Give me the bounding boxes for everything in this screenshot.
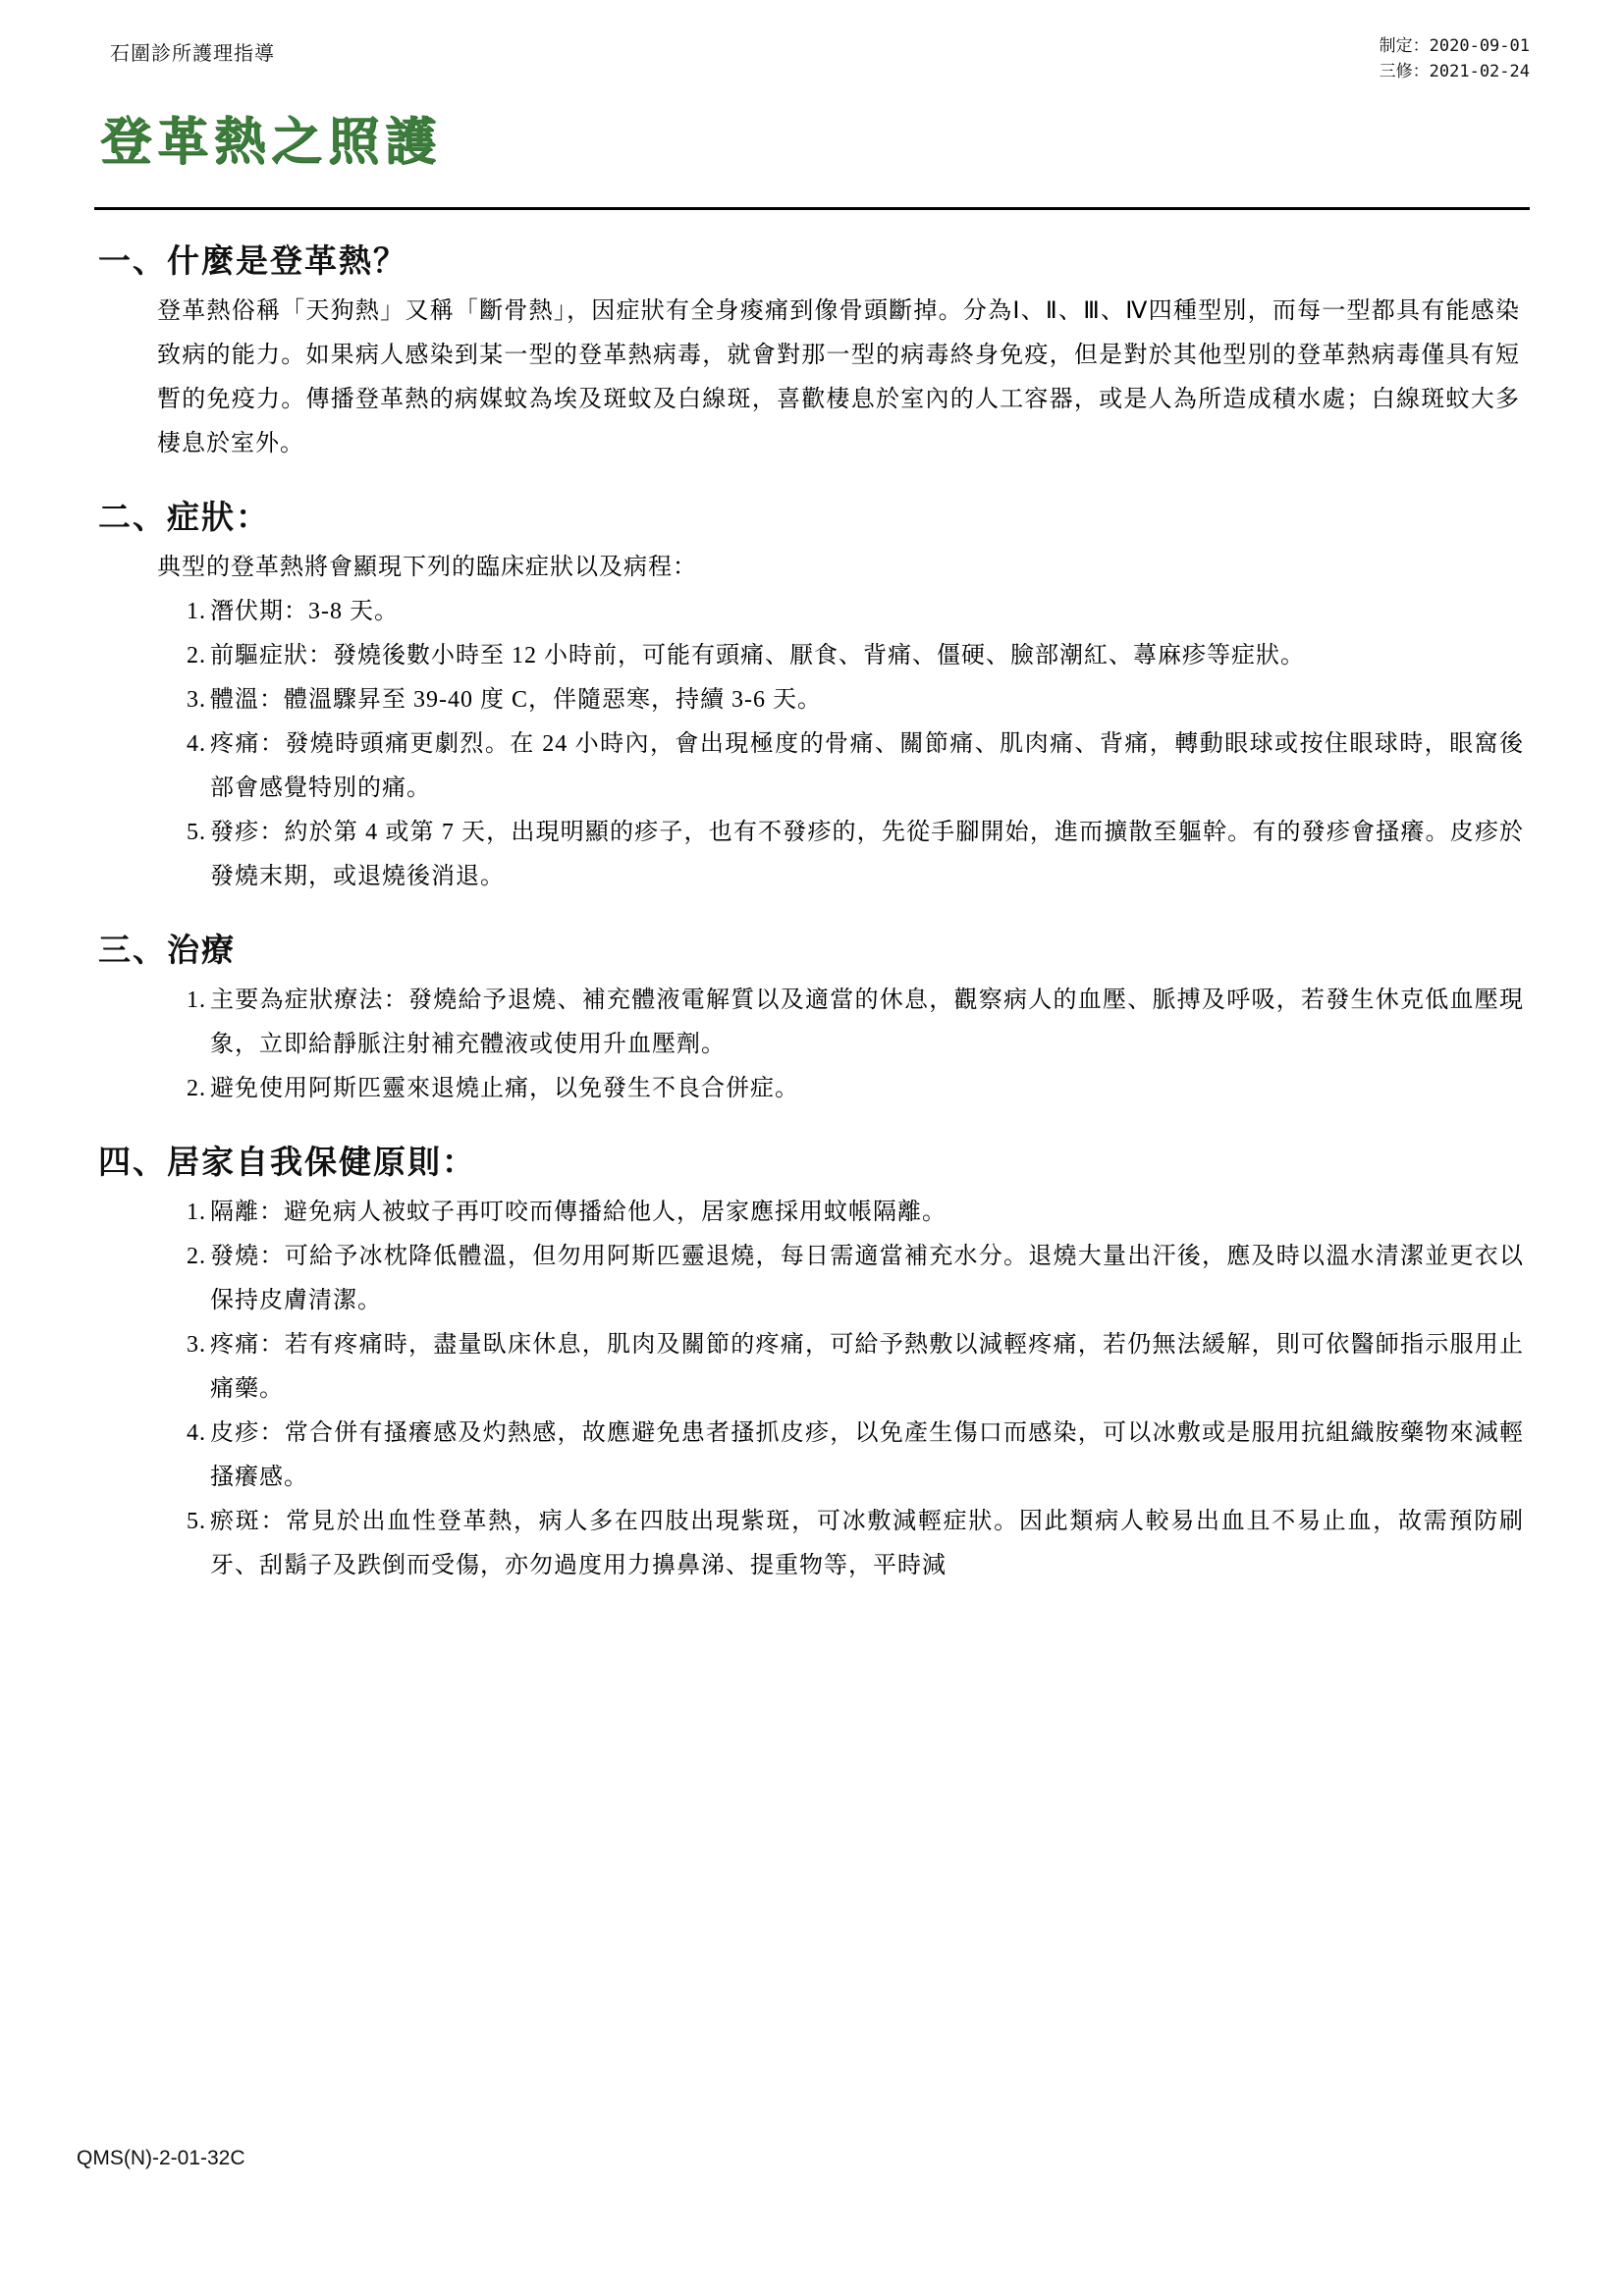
list-number: 3. bbox=[187, 687, 206, 713]
list-item-text: 避免使用阿斯匹靈來退燒止痛，以免發生不良合併症。 bbox=[210, 1076, 799, 1101]
list-item bbox=[187, 590, 1530, 634]
list-item-text: 潛伏期：3-8 天。 bbox=[210, 599, 399, 624]
list-number: 3. bbox=[187, 1332, 206, 1358]
list-item bbox=[187, 1067, 1530, 1111]
list-item bbox=[187, 1191, 1530, 1235]
section-heading: 二、症狀： bbox=[98, 501, 270, 536]
list-item bbox=[187, 811, 1530, 899]
list-number: 4. bbox=[187, 1420, 206, 1446]
list-item bbox=[187, 1235, 1530, 1323]
list-item bbox=[187, 634, 1530, 678]
clinic-label: 石圍診所護理指導 bbox=[110, 43, 275, 65]
list-number: 2. bbox=[187, 1244, 206, 1269]
page-title: 登革熱之照護 bbox=[100, 115, 443, 171]
symptom-list bbox=[94, 590, 1530, 899]
list-number: 5. bbox=[187, 1509, 206, 1534]
list-item-text: 前驅症狀：發燒後數小時至 12 小時前，可能有頭痛、厭食、背痛、僵硬、臉部潮紅、蕁麻疹等症狀。 bbox=[210, 643, 1305, 668]
revision-info bbox=[1380, 33, 1530, 84]
list-number: 1. bbox=[187, 1200, 206, 1225]
section-lead: 典型的登革熱將會顯現下列的臨床症狀以及病程： bbox=[157, 555, 697, 580]
section-paragraph: 登革熱俗稱「天狗熱」又稱「斷骨熱」，因症狀有全身痠痛到像骨頭斷掉。分為Ⅰ、Ⅱ、Ⅲ、Ⅳ四種型別，而每一型都具有能感染致病的能力。如果病人感染到某一型的登革熱病毒，就會對那一型的病毒終身免疫，但是對於其他型別的登革熱病毒僅具有短暫的免疫力。傳播登革熱的病媒蚊為埃及斑蚊及白線斑，喜歡棲息於室內的人工容器，或是人為所造成積水處；白線斑蚊大多棲息於室外。 bbox=[157, 298, 1520, 456]
list-item-text: 皮疹：常合併有搔癢感及灼熱感，故應避免患者搔抓皮疹，以免產生傷口而感染，可以冰敷或是服用抗組織胺藥物來減輕搔癢感。 bbox=[210, 1420, 1524, 1490]
list-item-text: 瘀斑：常見於出血性登革熱，病人多在四肢出現紫斑，可冰敷減輕症狀。因此類病人較易出血且不易止血，故需預防刷牙、刮鬍子及跌倒而受傷，亦勿過度用力擤鼻涕、提重物等，平時減 bbox=[210, 1509, 1524, 1578]
section-heading: 三、治療 bbox=[98, 934, 236, 969]
list-item-text: 疼痛：發燒時頭痛更劇烈。在 24 小時內，會出現極度的骨痛、關節痛、肌肉痛、背痛，轉動眼球或按住眼球時，眼窩後部會感覺特別的痛。 bbox=[210, 731, 1524, 801]
section-heading: 一、什麼是登革熱？ bbox=[98, 244, 407, 280]
list-item-text: 隔離：避免病人被蚊子再叮咬而傳播給他人，居家應採用蚊帳隔離。 bbox=[210, 1200, 947, 1225]
revised-date: 三修：2021-02-24 bbox=[1379, 62, 1530, 81]
list-item bbox=[187, 1500, 1530, 1588]
section-symptoms bbox=[94, 492, 1530, 899]
list-item bbox=[187, 722, 1530, 811]
list-item-text: 疼痛：若有疼痛時，盡量臥床休息，肌肉及關節的疼痛，可給予熱敷以減輕疼痛，若仍無法緩解，則可依醫師指示服用止痛藥。 bbox=[210, 1332, 1524, 1402]
list-number: 5. bbox=[187, 820, 206, 845]
created-date: 制定：2020-09-01 bbox=[1379, 36, 1530, 56]
list-number: 2. bbox=[187, 1076, 206, 1101]
treatment-list bbox=[94, 979, 1530, 1111]
list-number: 4. bbox=[187, 731, 206, 757]
list-item-text: 主要為症狀療法：發燒給予退燒、補充體液電解質以及適當的休息，觀察病人的血壓、脈搏及呼吸，若發生休克低血壓現象，立即給靜脈注射補充體液或使用升血壓劑。 bbox=[210, 988, 1524, 1057]
document-code: QMS(N)-2-01-32C bbox=[77, 2147, 245, 2169]
list-item-text: 發疹：約於第 4 或第 7 天，出現明顯的疹子，也有不發疹的，先從手腳開始，進而擴散至軀幹。有的發疹會搔癢。皮疹於發燒末期，或退燒後消退。 bbox=[210, 820, 1524, 889]
list-number: 1. bbox=[187, 988, 206, 1013]
section-treatment bbox=[94, 925, 1530, 1111]
list-item bbox=[187, 1412, 1530, 1500]
list-item bbox=[187, 979, 1530, 1067]
list-item bbox=[187, 1323, 1530, 1412]
title-divider bbox=[94, 207, 1530, 210]
home-care-list bbox=[94, 1191, 1530, 1588]
document-header bbox=[94, 33, 1530, 90]
list-number: 1. bbox=[187, 599, 206, 624]
list-number: 2. bbox=[187, 643, 206, 668]
section-what-is-dengue bbox=[94, 236, 1530, 466]
list-item bbox=[187, 678, 1530, 722]
list-item-text: 發燒：可給予冰枕降低體溫，但勿用阿斯匹靈退燒，每日需適當補充水分。退燒大量出汗後，應及時以溫水清潔並更衣以保持皮膚清潔。 bbox=[210, 1244, 1524, 1313]
list-item-text: 體溫：體溫驟昇至 39-40 度 C，伴隨惡寒，持續 3-6 天。 bbox=[210, 687, 822, 713]
section-heading: 四、居家自我保健原則： bbox=[98, 1146, 476, 1181]
section-home-care bbox=[94, 1137, 1530, 1588]
